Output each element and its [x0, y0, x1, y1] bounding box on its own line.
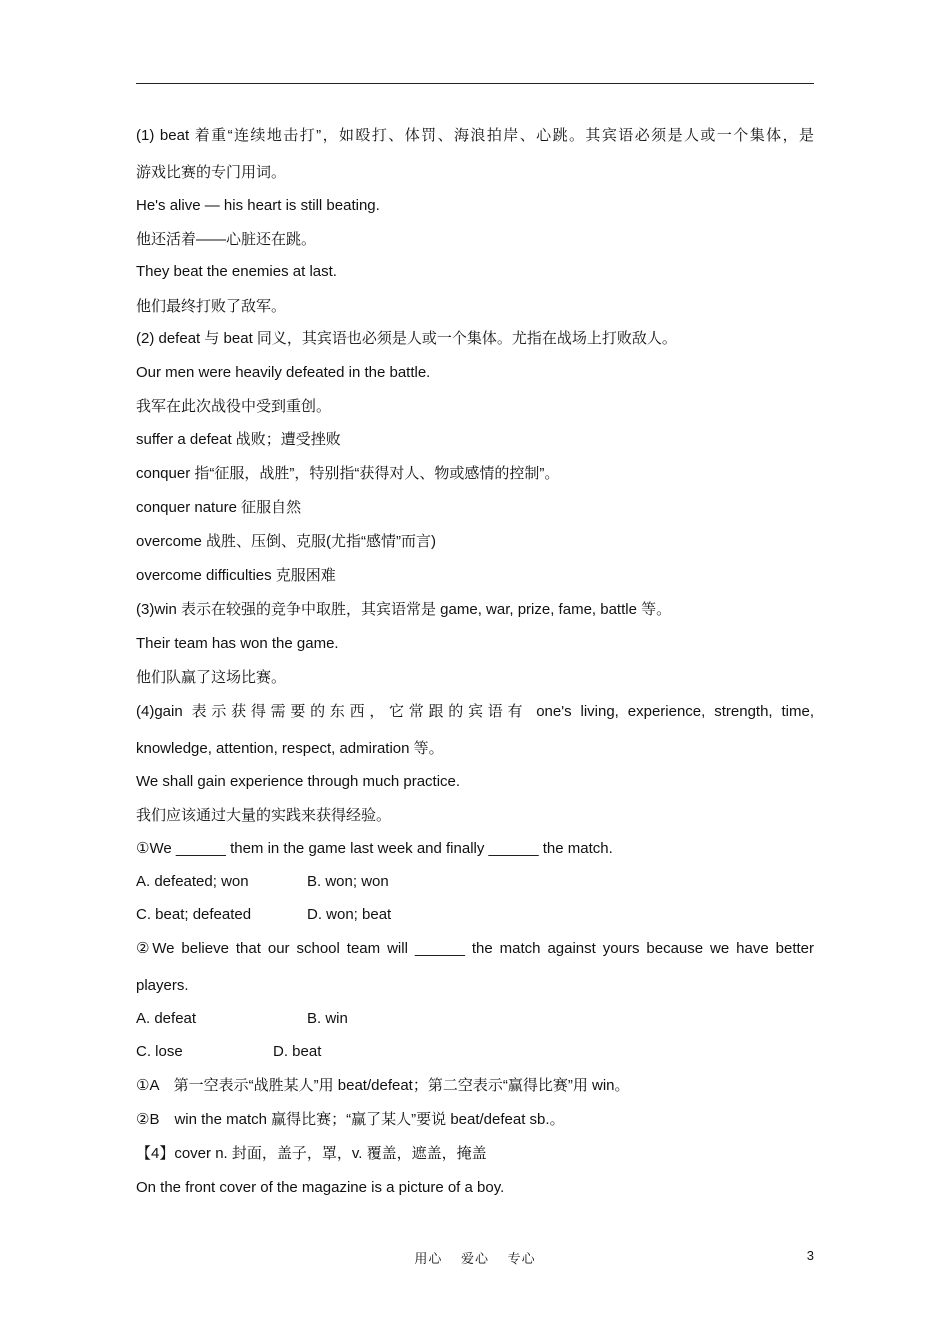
q2-option-b: B. win	[307, 1010, 348, 1027]
paragraph-overcome-definition: overcome 战胜、压倒、克服(尤指“感情”而言)	[136, 533, 437, 550]
paragraph-beat-definition-cont: 游戏比赛的专门用词。	[136, 164, 287, 181]
q1-option-c: C. beat; defeated	[136, 906, 252, 923]
paragraph-defeat-definition: (2) defeat 与 beat 同义，其宾语也必须是人或一个集体。尤指在战场上打败敌人。	[136, 330, 677, 347]
example-sentence: Their team has won the game.	[136, 635, 339, 652]
paragraph-gain-definition: (4)gain 表示获得需要的东西，它常跟的宾语有 one's living, experience, strength, time,	[136, 703, 814, 720]
example-sentence: They beat the enemies at last.	[136, 263, 337, 280]
section-heading-cover: 【4】cover n. 封面，盖子，罩，v. 覆盖，遮盖，掩盖	[136, 1145, 487, 1162]
paragraph-win-definition: (3)win 表示在较强的竞争中取胜，其宾语常是 game, war, prize, fame, battle 等。	[136, 601, 672, 618]
q1-option-d: D. won; beat	[307, 906, 392, 923]
q1-option-a: A. defeated; won	[136, 873, 249, 890]
exercise-question-1: ①We ______ them in the game last week and finally ______ the match.	[136, 840, 613, 857]
footer-slogan: 用心 爱心 专心	[414, 1251, 536, 1266]
answer-2: ②B win the match 赢得比赛；“赢了某人”要说 beat/defeat sb.。	[136, 1111, 565, 1128]
example-sentence: We shall gain experience through much practice.	[136, 773, 461, 790]
exercise-question-2: ②We believe that our school team will ______ the match against yours because we have better	[136, 940, 814, 957]
answer-1: ①A 第一空表示“战胜某人”用 beat/defeat；第二空表示“赢得比赛”用 win。	[136, 1077, 630, 1094]
q1-option-b: B. won; won	[307, 873, 389, 890]
paragraph-gain-definition-cont: knowledge, attention, respect, admiration 等。	[136, 740, 444, 757]
example-translation: 他们队赢了这场比赛。	[136, 669, 287, 686]
phrase-conquer-nature: conquer nature 征服自然	[136, 499, 302, 516]
paragraph-beat-definition: (1) beat 着重“连续地击打”，如殴打、体罚、海浪拍岸、心跳。其宾语必须是人或一个集体，是	[136, 127, 814, 144]
example-translation: 我军在此次战役中受到重创。	[136, 398, 332, 415]
example-sentence: He's alive — his heart is still beating.	[136, 197, 380, 214]
header-rule	[136, 83, 814, 84]
page-number: 3	[806, 1248, 814, 1263]
q2-option-a: A. defeat	[136, 1010, 197, 1027]
example-translation: 他还活着——心脏还在跳。	[136, 231, 317, 248]
example-translation: 他们最终打败了敌军。	[136, 298, 287, 315]
example-sentence: On the front cover of the magazine is a picture of a boy.	[136, 1179, 505, 1196]
example-translation: 我们应该通过大量的实践来获得经验。	[136, 807, 392, 824]
phrase-overcome-difficulties: overcome difficulties 克服困难	[136, 567, 336, 584]
exercise-question-2-cont: players.	[136, 977, 189, 994]
q2-option-c: C. lose	[136, 1043, 183, 1060]
q2-option-d: D. beat	[273, 1043, 322, 1060]
example-sentence: Our men were heavily defeated in the battle.	[136, 364, 431, 381]
paragraph-conquer-definition: conquer 指“征服，战胜”，特别指“获得对人、物或感情的控制”。	[136, 465, 560, 482]
phrase-suffer-a-defeat: suffer a defeat 战败；遭受挫败	[136, 431, 341, 448]
